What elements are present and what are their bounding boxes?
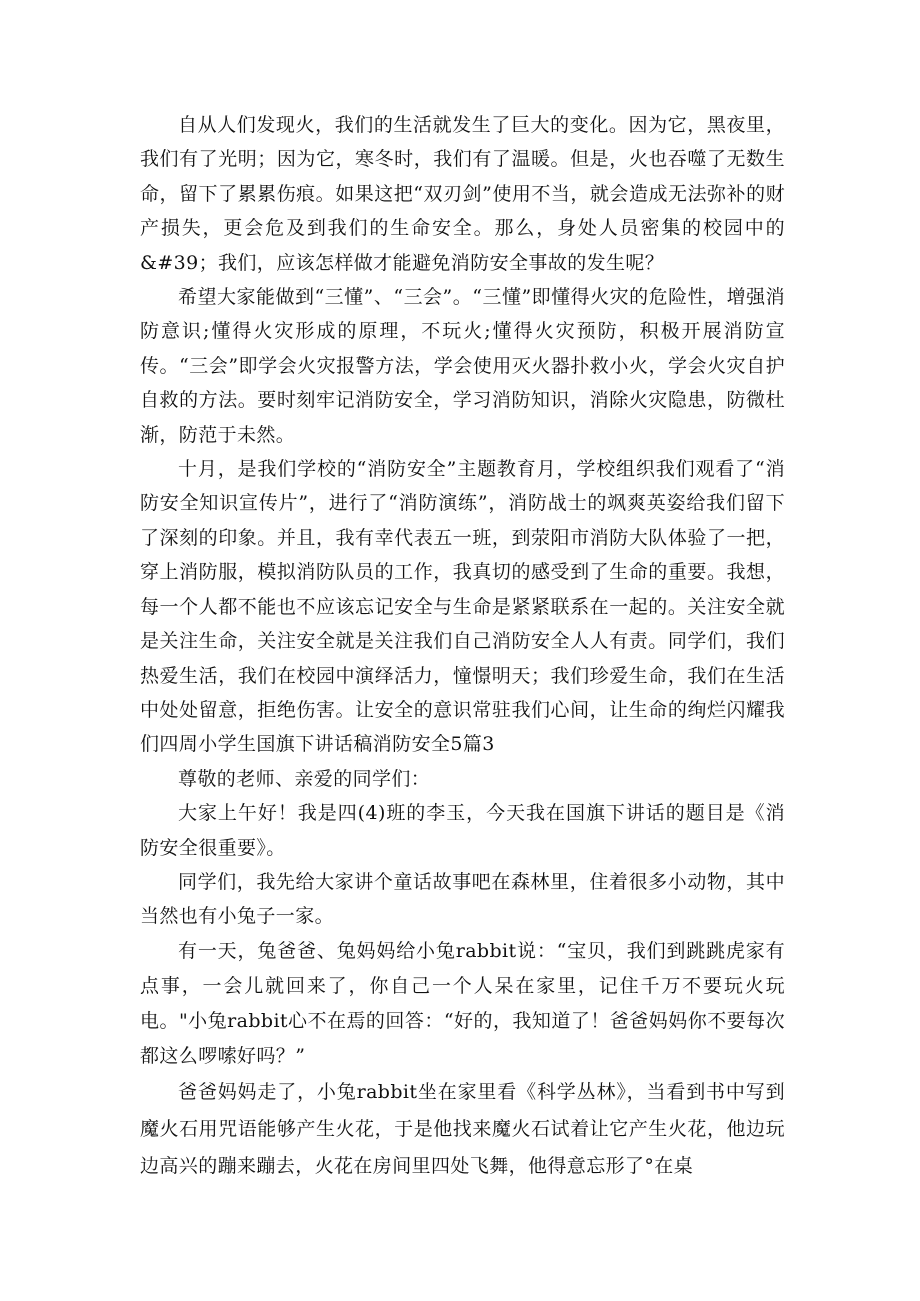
document-page xyxy=(140,104,785,1185)
paragraph-rabbit-plays-fire: 爸爸妈妈走了，小兔rabbit坐在家里看《科学丛林》，当看到书中写到魔火石用咒语能够产生火花，于是他找来魔火石试着让它产生火花，他边玩边高兴的蹦来蹦去，火花在房间里四处飞舞，他得意忘形了°在桌 xyxy=(140,1080,785,1177)
paragraph-october-safety-month: 十月，是我们学校的“消防安全”主题教育月，学校组织我们观看了“消防安全知识宣传片”，进行了“消防演练”，消防战士的飒爽英姿给我们留下了深刻的印象。并且，我有幸代表五一班，到荥阳市消防大队体验了一把，穿上消防服，模拟消防队员的工作，我真切的感受到了生命的重要。我想，每一个人都不能也不应该忘记安全与生命是紧紧联系在一起的。关注安全就是关注生命，关注安全就是关注我们自己消防安全人人有责。同学们，我们热爱生活，我们在校园中演绎活力，憧憬明天；我们珍爱生命，我们在生活中处处留意，拒绝伤害。让安全的意识常驻我们心间，让生命的绚烂闪耀我们四周小学生国旗下讲话稿消防安全5篇3 xyxy=(140,458,785,756)
paragraph-story-start: 同学们，我先给大家讲个童话故事吧在森林里，住着很多小动物，其中当然也有小兔子一家。 xyxy=(140,870,785,928)
paragraph-fire-changes-life: 自从人们发现火，我们的生活就发生了巨大的变化。因为它，黑夜里，我们有了光明；因为它，寒冬时，我们有了温暖。但是，火也吞噬了无数生命，留下了累累伤痕。如果这把“双刃剑”使用不当，就会造成无法弥补的财产损失，更会危及到我们的生命安全。那么，身处人员密集的校园中的&#39；我们，应该怎样做才能避免消防安全事故的发生呢？ xyxy=(140,114,785,274)
paragraph-rabbit-dialogue: 有一天，兔爸爸、兔妈妈给小兔rabbit说：“宝贝，我们到跳跳虎家有点事，一会儿就回来了，你自己一个人呆在家里，记住千万不要玩火玩电。"小兔rabbit心不在焉的回答：“好的，我知道了！爸爸妈妈你不要每次都这么啰嗦好吗？” xyxy=(140,939,785,1067)
paragraph-introduction: 大家上午好！我是四(4)班的李玉，今天我在国旗下讲话的题目是《消防安全很重要》。 xyxy=(140,802,785,859)
paragraph-three-understand-three-can: 希望大家能做到“三懂”、“三会”。“三懂”即懂得火灾的危险性，增强消防意识;懂得火灾形成的原理，不玩火;懂得火灾预防，积极开展消防宣传。“三会”即学会火灾报警方法，学会使用灭火器扑救小火，学会火灾自护自救的方法。要时刻牢记消防安全，学习消防知识，消除火灾隐患，防微杜渐，防范于未然。 xyxy=(140,286,785,446)
paragraph-greeting: 尊敬的老师、亲爱的同学们： xyxy=(178,767,431,790)
